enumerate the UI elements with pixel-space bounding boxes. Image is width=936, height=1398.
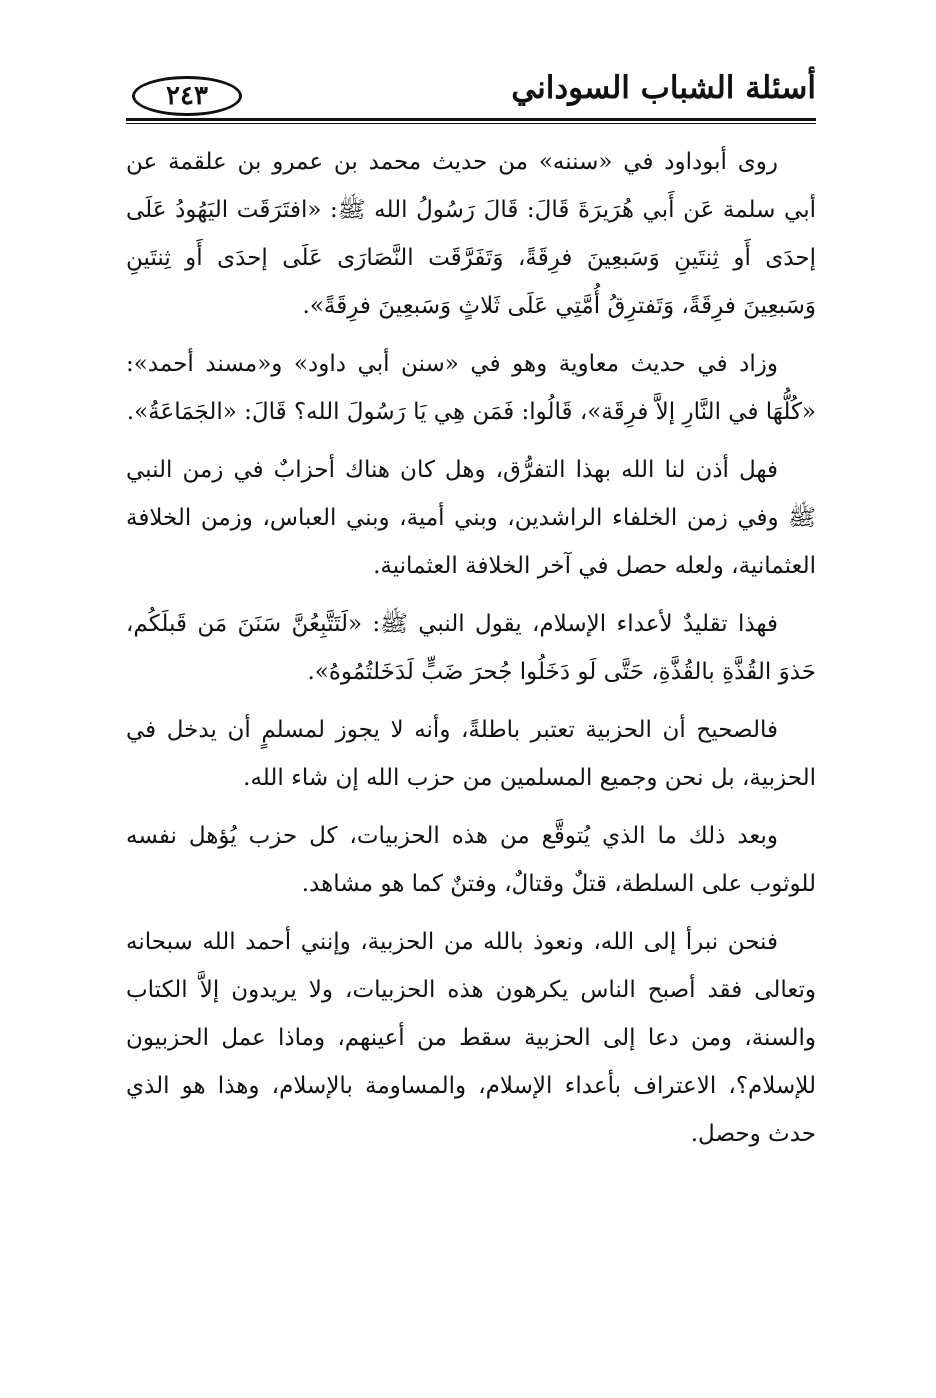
paragraph-1: روى أبوداود في «سننه» من حديث محمد بن عمرو بن علقمة عن أبي سلمة عَن أَبي هُرَيرَةَ قَالَ: قَالَ رَسُولُ الله ﷺ: «افتَرَقَت اليَهُودُ عَلَى إحدَى أَو ثِنتَينِ وَسَبعِينَ فرِقَةً، وَتَفَرَّقَت النَّصَارَى عَلَى إحدَى أَو ثِنتَينِ وَسَبعِينَ فرِقَةً، وَتَفترِقُ أُمَّتِي عَلَى ثَلاثٍ وَسَبعِينَ فرِقَةً». xyxy=(126,149,816,319)
header-rule-thin xyxy=(126,123,816,124)
page-header xyxy=(126,62,816,124)
paragraph-2: وزاد في حديث معاوية وهو في «سنن أبي داود» و«مسند أحمد»: «كُلُّهَا في النَّارِ إلاَّ فرِقَة»، قَالُوا: فَمَن هِي يَا رَسُولَ الله؟ قَالَ: «الجَمَاعَةُ». xyxy=(126,351,816,425)
paragraph-6: وبعد ذلك ما الذي يُتوقَّع من هذه الحزبيات، كل حزب يُؤهل نفسه للوثوب على السلطة، قتلٌ وقتالٌ، وفتنٌ كما هو مشاهد. xyxy=(126,823,816,897)
paragraph-7: فنحن نبرأ إلى الله، ونعوذ بالله من الحزبية، وإنني أحمد الله سبحانه وتعالى فقد أصبح الناس يكرهون هذه الحزبيات، ولا يريدون إلاَّ الكتاب والسنة، ومن دعا إلى الحزبية سقط من أعينهم، وماذا عمل الحزبيون للإسلام؟، الاعتراف بأعداء الإسلام، والمساومة بالإسلام، وهذا هو الذي حدث وحصل. xyxy=(126,929,816,1147)
page-number: ٢٤٣ xyxy=(132,76,242,116)
paragraph-3: فهل أذن لنا الله بهذا التفرُّق، وهل كان هناك أحزابٌ في زمن النبي ﷺ وفي زمن الخلفاء الراشدين، وبني أمية، وبني العباس، وزمن الخلافة العثمانية، ولعله حصل في آخر الخلافة العثمانية. xyxy=(126,457,816,579)
header-rule-thick xyxy=(126,118,816,121)
paragraph-5: فالصحيح أن الحزبية تعتبر باطلةً، وأنه لا يجوز لمسلمٍ أن يدخل في الحزبية، بل نحن وجميع المسلمين من حزب الله إن شاء الله. xyxy=(126,717,816,791)
page-body xyxy=(126,138,816,1168)
paragraph-4: فهذا تقليدٌ لأعداء الإسلام، يقول النبي ﷺ: «لَتَتَّبِعُنَّ سَنَنَ مَن قَبلَكُم، حَذوَ القُذَّةِ بالقُذَّةِ، حَتَّى لَو دَخَلُوا جُحرَ ضَبٍّ لَدَخَلتُمُوهُ». xyxy=(126,611,816,685)
book-title: أسئلة الشباب السوداني xyxy=(511,70,816,106)
